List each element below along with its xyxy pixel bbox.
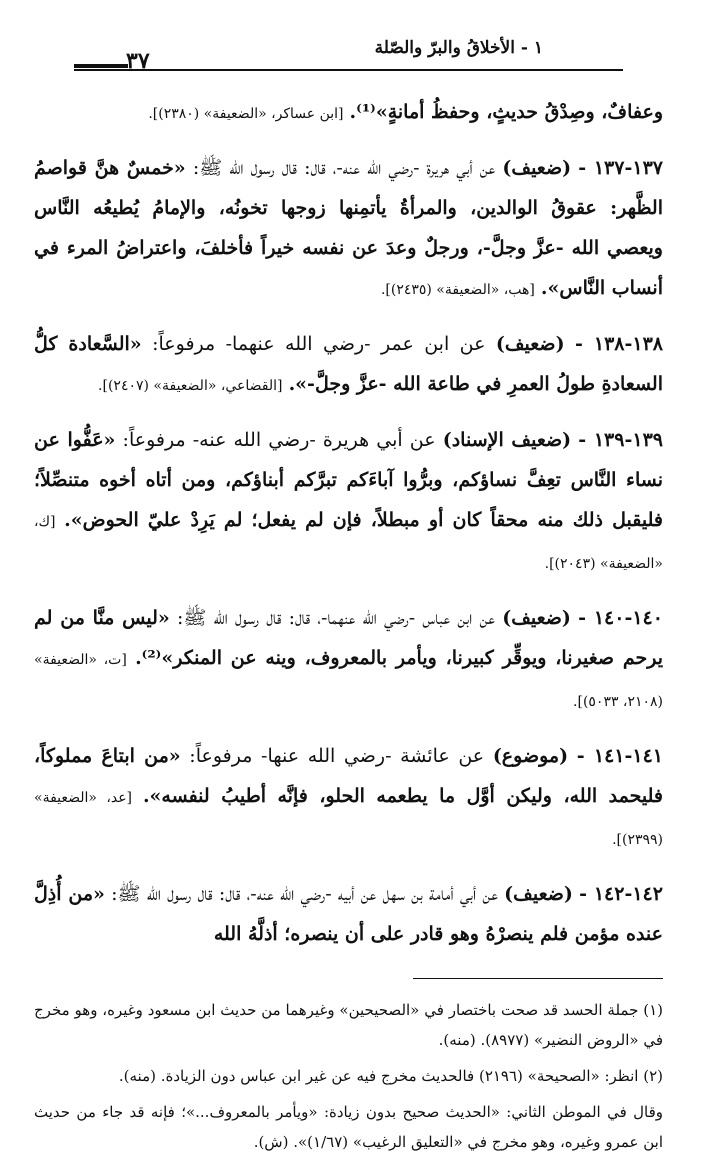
- hadith-intro: عن عائشة -رضي الله عنها- مرفوعاً:: [189, 745, 485, 767]
- hadith-number: ١٤٠-١٤٠ -: [578, 607, 663, 629]
- hadith-grade: (ضعيف): [502, 607, 571, 629]
- header-rule: [74, 69, 623, 71]
- page-number: ٣٧: [126, 48, 150, 74]
- hadith-source: [ابن عساكر، «الضعيفة» (٢٣٨٠)].: [148, 106, 344, 122]
- hadith-grade: (موضوع): [492, 745, 569, 767]
- hadith-intro: عن ابن عباس -رضي الله عنهما-، قال: قال رسول الله ﷺ:: [177, 607, 496, 629]
- footnote: (١) جملة الحسد قد صحت باختصار في «الصحيحين» وغيرهما من حديث ابن مسعود وغيره، وهو مخرج في «الروض النضير» (٨٩٧٧). (منه).: [34, 1001, 663, 1049]
- hadith-text: «عَفُّوا عن نساء النَّاس تعِفَّ نساؤكم، وبرُّوا آباءَكم تبرَّكم أبناؤكم، ومن أتاه أخوه متنصِّلاً؛ فليقبل ذلك منه محقاً كان أو مبطلاً، فإن لم يفعل؛ لم يَرِدْ عليّ الحوض».: [34, 429, 663, 531]
- hadith-grade: (ضعيف): [502, 157, 572, 179]
- hadith-text: «من أُذِلَّ عنده مؤمن فلم ينصرْهُ وهو قادر على أن ينصره؛ أذلَّهُ الله: [34, 883, 663, 945]
- hadith-intro: عن أبي هريرة -رضي الله عنه- مرفوعاً:: [122, 429, 436, 451]
- footnote: وقال في الموطن الثاني: «الحديث صحيح بدون زيادة: «ويأمر بالمعروف...»؛ فإنه قد جاء من حديث ابن عمرو وغيره، وهو مخرج في «التعليق الرغيب» (١/٦٧)». (ش).: [34, 1103, 663, 1151]
- hadith-entry: [34, 598, 663, 722]
- hadith-source: [هب، «الضعيفة» (٢٤٣٥)].: [380, 282, 535, 298]
- hadith-text: «السَّعادة كلُّ السعادةِ طولُ العمرِ في طاعة الله -عزَّ وجلَّ-».: [34, 333, 663, 395]
- hadith-entry: [34, 736, 663, 860]
- hadith-number: ١٣٨-١٣٨ -: [574, 333, 663, 355]
- hadith-grade: (ضعيف): [495, 333, 565, 355]
- footnote: (٢) انظر: «الصحيحة» (٢١٩٦) فالحديث مخرج فيه عن غير ابن عباس دون الزيادة. (منه).: [118, 1067, 663, 1085]
- hadith-entry: [34, 874, 663, 956]
- hadith-text: «ليس منَّا من لم يرحم صغيرنا، ويوقِّر كبيرنا، ويأمر بالمعروف، وينه عن المنكر»⁽²⁾.: [34, 607, 663, 669]
- header-rule-thick: [74, 64, 128, 68]
- hadith-number: ١٤١-١٤١ -: [576, 745, 663, 767]
- hadith-intro: عن ابن عمر -رضي الله عنهما- مرفوعاً:: [152, 333, 486, 355]
- main-text: [34, 92, 663, 956]
- hadith-grade: (ضعيف): [504, 883, 573, 905]
- hadith-intro: عن أبي أمامة بن سهل عن أبيه -رضي الله عنه-، قال: قال رسول الله ﷺ:: [111, 883, 498, 905]
- hadith-source: [القضاعي، «الضعيفة» (٢٤٠٧)].: [98, 378, 283, 394]
- hadith-entry: [34, 148, 663, 310]
- hadith-entry: [34, 324, 663, 406]
- hadith-entry: [34, 420, 663, 584]
- hadith-source: [ك، «الضعيفة» (٢٠٤٣)].: [34, 514, 663, 572]
- hadith-text: «خمسٌ هنَّ قواصمُ الظَّهر: عقوقُ الوالدين، والمرأةُ يأتمِنها زوجها تخونُه، والإمامُ يُطيعُه النَّاس ويعصي الله -عزَّ وجلَّ-، ورجلٌ وعدَ عن نفسه خيراً فأخلفَ، واعتراضُ المرء في أنساب النَّاس».: [34, 157, 663, 299]
- hadith-intro: عن أبي هريرة -رضي الله عنه-، قال: قال رسول الله ﷺ:: [192, 157, 496, 179]
- page-header: [34, 0, 663, 78]
- hadith-grade: (ضعيف الإسناد): [442, 429, 572, 451]
- running-title: ١ - الأخلاقُ والبرّ والصّلة: [374, 38, 543, 58]
- hadith-number: ١٣٩-١٣٩ -: [578, 429, 663, 451]
- hadith-number: ١٣٧-١٣٧ -: [578, 157, 663, 179]
- hadith-source: [ت، «الضعيفة» (٢١٠٨، ٥٠٣٣)].: [34, 652, 663, 710]
- hadith-source: [عد، «الضعيفة» (٢٣٩٩)].: [34, 790, 663, 848]
- hadith-number: ١٤٢-١٤٢ -: [579, 883, 663, 905]
- hadith-text: وعفافٌ، وصِدْقُ حديثٍ، وحفظُ أمانةٍ»⁽¹⁾.: [349, 101, 663, 123]
- hadith-text: «من ابتاعَ مملوكاً، فليحمد الله، وليكن أوَّل ما يطعمه الحلو، فإنَّه أطيبُ لنفسه».: [34, 745, 663, 807]
- footnotes: [34, 995, 663, 1157]
- footnote-divider: [413, 978, 663, 979]
- hadith-continuation: [34, 92, 663, 134]
